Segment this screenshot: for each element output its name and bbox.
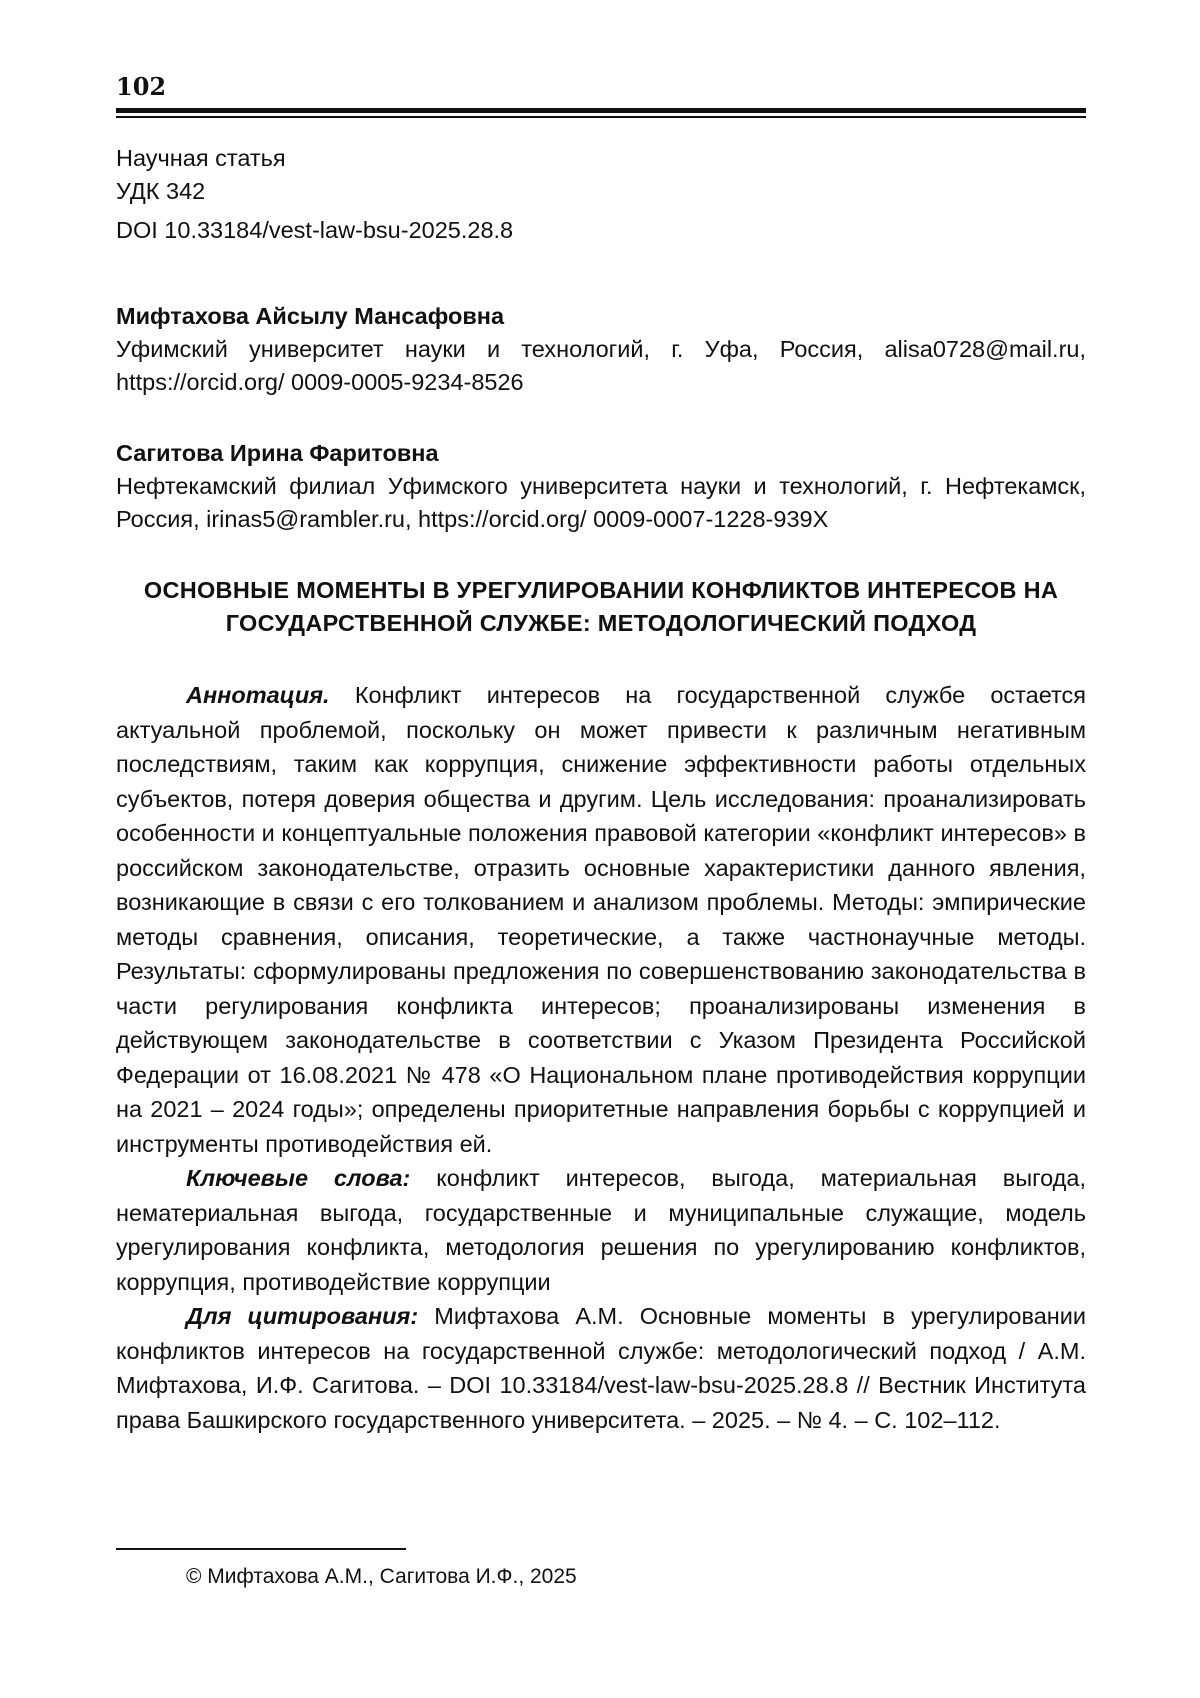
citation-paragraph	[116, 1299, 1086, 1437]
citation-text: Мифтахова А.М. Основные моменты в урегулировании конфликтов интересов на государственной службе: методологический подход / А.М. Мифтахова, И.Ф. Сагитова. – DOI 10.33184/vest-law-bsu-2025.28.8 // Вестник Института права Башкирского государственного университета. – 2025. – № 4. – С. 102–112.	[116, 1303, 1087, 1433]
header-rule-thick	[116, 108, 1086, 113]
keywords-label: Ключевые слова:	[186, 1165, 411, 1191]
abstract-section	[116, 678, 1086, 1437]
keywords-text: конфликт интересов, выгода, материальная выгода, нематериальная выгода, государственные и муниципальные служащие, модель урегулирования конфликта, методология решения по урегулированию конфликтов, коррупция, противодействие коррупции	[116, 1165, 1086, 1295]
copyright-footnote: © Мифтахова А.М., Сагитова И.Ф., 2025	[186, 1565, 577, 1588]
udc-code: УДК 342	[116, 178, 206, 204]
keywords-paragraph	[116, 1161, 1086, 1299]
citation-label: Для цитирования:	[186, 1303, 419, 1329]
article-meta	[116, 142, 1096, 247]
article-title-line: ГОСУДАРСТВЕННОЙ СЛУЖБЕ: МЕТОДОЛОГИЧЕСКИЙ ПОДХОД	[225, 610, 977, 636]
page-number: 102	[116, 72, 167, 101]
author-affiliation: Нефтекамский филиал Уфимского университета науки и технологий, г. Нефтекамск, Россия, irinas5@rambler.ru, https://orcid.org/ 0009-0007-1228-939X	[116, 473, 1086, 532]
article-type: Научная статья	[116, 145, 286, 171]
article-title-line: ОСНОВНЫЕ МОМЕНТЫ В УРЕГУЛИРОВАНИИ КОНФЛИКТОВ ИНТЕРЕСОВ НА	[143, 577, 1059, 603]
author-name: Сагитова Ирина Фаритовна	[116, 440, 439, 466]
author-block	[116, 437, 1086, 536]
author-name: Мифтахова Айсылу Мансафовна	[116, 303, 505, 329]
author-block	[116, 300, 1086, 399]
author-affiliation: Уфимский университет науки и технологий, г. Уфа, Россия, alisa0728@mail.ru, https://orcid.org/ 0009-0005-9234-8526	[116, 336, 1086, 395]
doi: DOI 10.33184/vest-law-bsu-2025.28.8	[116, 217, 514, 243]
abstract-text: Конфликт интересов на государственной службе остается актуальной проблемой, поскольку он может привести к различным негативным последствиям, таким как коррупция, снижение эффективности работы отдельных субъектов, потеря доверия общества и другим. Цель исследования: проанализировать особенности и концептуальные положения правовой категории «конфликт интересов» в российском законодательстве, отразить основные характеристики данного явления, возникающие в связи с его толкованием и анализом проблемы. Методы: эмпирические методы сравнения, описания, теоретические, а также частнонаучные методы. Результаты: сформулированы предложения по совершенствованию законодательства в части регулирования конфликта интересов; проанализированы изменения в действующем законодательстве в соответствии с Указом Президента Российской Федерации от 16.08.2021 № 478 «О Национальном плане противодействия коррупции на 2021 – 2024 годы»; определены приоритетные направления борьбы с коррупцией и инструменты противодействия ей.	[116, 682, 1087, 1157]
header-rule-thin	[116, 116, 1086, 118]
abstract-paragraph	[116, 678, 1086, 1161]
abstract-label: Аннотация.	[186, 682, 330, 708]
footnote-divider	[116, 1548, 406, 1550]
article-title	[116, 574, 1086, 640]
